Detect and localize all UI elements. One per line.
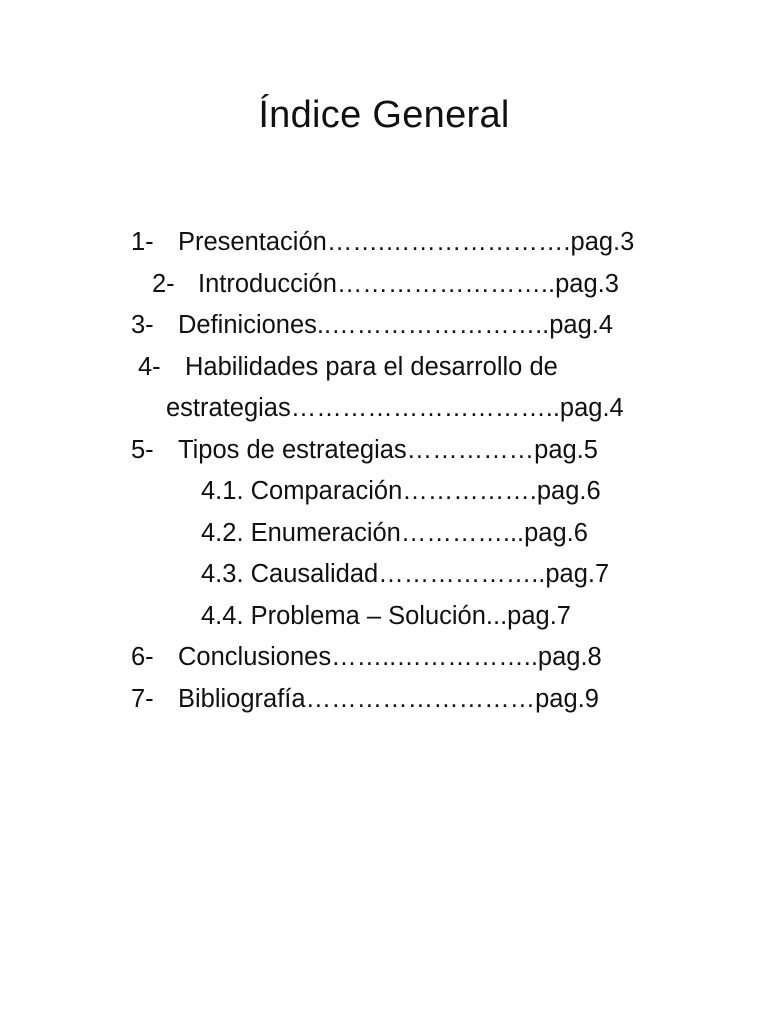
toc-entry-number: 1- [131, 228, 154, 256]
toc-entry [138, 347, 558, 389]
toc-entry-number: 6- [131, 643, 154, 671]
toc-subentry [201, 513, 588, 555]
toc-entry-text: estrategias…………………………..pag.4 [166, 394, 624, 422]
toc-entry [131, 679, 599, 721]
toc-subentry-text: 4.4. Problema – Solución...pag.7 [201, 601, 571, 630]
toc-entry-text: Tipos de estrategias……………pag.5 [178, 435, 598, 464]
toc-entry [131, 637, 602, 679]
toc-entry [152, 264, 619, 306]
toc-subentry [201, 471, 601, 513]
toc-entry-text: Introducción……………………..pag.3 [198, 269, 619, 298]
toc-subentry [201, 596, 571, 638]
toc-entry [131, 430, 598, 472]
toc-entry-continuation [166, 388, 624, 430]
toc-entry-text: Conclusiones……..……………..pag.8 [178, 643, 602, 671]
toc-entry [131, 222, 634, 264]
toc-entry-text: Presentación…….………………….pag.3 [178, 228, 635, 256]
toc-entry-number: 4- [138, 352, 161, 381]
toc-entry-text: Definiciones..……………………..pag.4 [178, 311, 614, 339]
toc-subentry-text: 4.1. Comparación…………….pag.6 [201, 477, 601, 505]
toc-subentry [201, 554, 609, 596]
toc-entry-number: 7- [131, 684, 154, 713]
toc-entry [131, 305, 613, 347]
toc-entry-text: Habilidades para el desarrollo de [185, 352, 558, 381]
toc-subentry-text: 4.2. Enumeración…………...pag.6 [201, 518, 588, 547]
page-title: Índice General [258, 94, 510, 136]
toc-entry-text: Bibliografía………………………pag.9 [178, 684, 599, 713]
toc-entry-number: 2- [152, 269, 175, 298]
toc-entry-number: 3- [131, 311, 154, 339]
toc-subentry-text: 4.3. Causalidad………………..pag.7 [201, 560, 610, 588]
toc-entry-number: 5- [131, 435, 154, 464]
